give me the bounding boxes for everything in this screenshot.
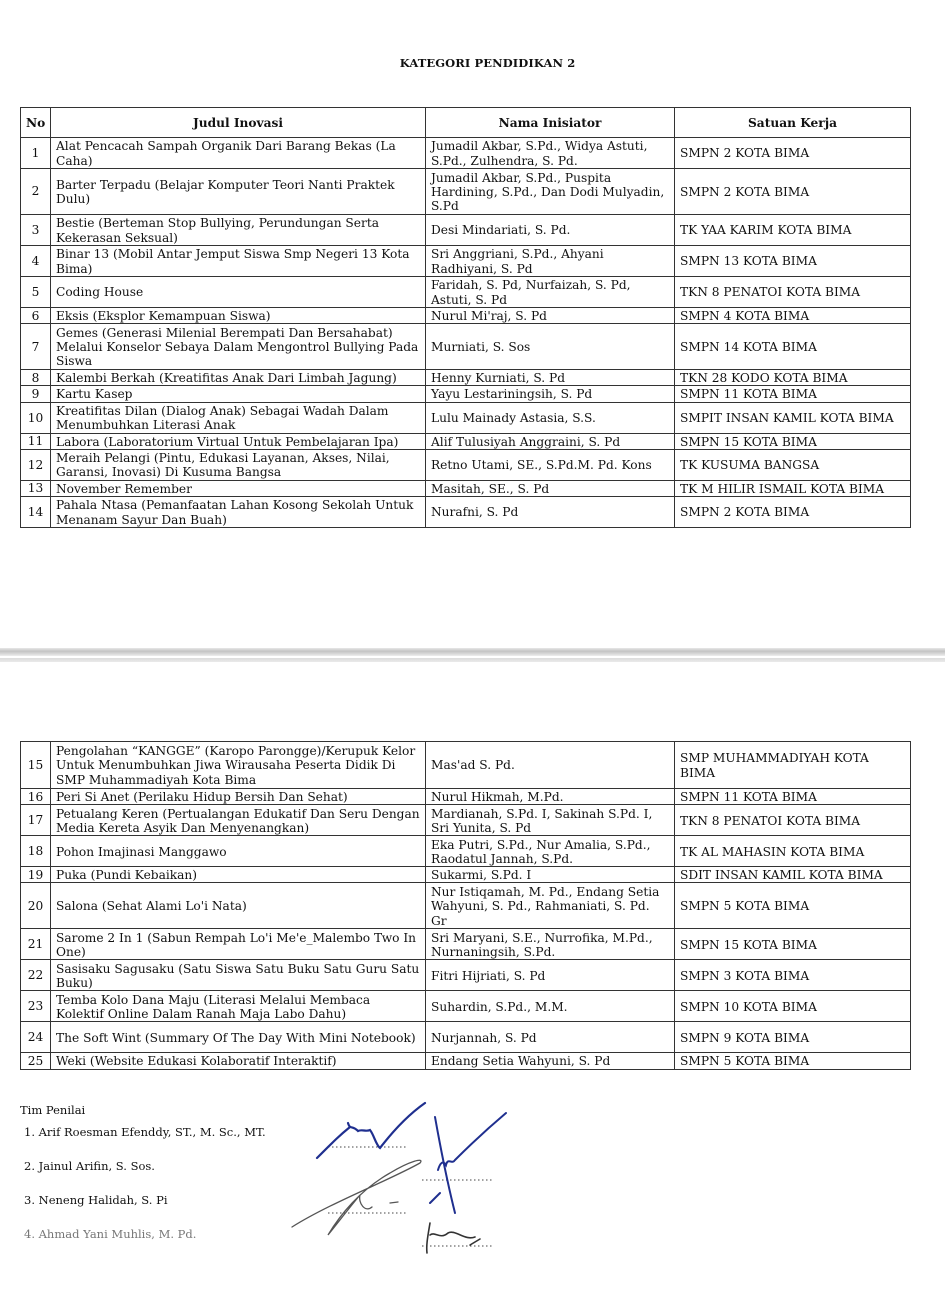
assessment-team-heading: Tim Penilai [20, 1103, 86, 1117]
initiator-name: Mardianah, S.Pd. I, Sakinah S.Pd. I, Sri Yunita, S. Pd [426, 805, 675, 836]
work-unit: SMPN 9 KOTA BIMA [675, 1022, 911, 1053]
innovation-title: Puka (Pundi Kebaikan) [51, 867, 426, 883]
innovation-title: The Soft Wint (Summary Of The Day With Mini Notebook) [51, 1022, 426, 1053]
row-number: 23 [21, 991, 51, 1022]
table-row [21, 480, 911, 496]
table-row [21, 929, 911, 960]
assessor-3: 3. Neneng Halidah, S. Pi [24, 1193, 168, 1207]
initiator-name: Suhardin, S.Pd., M.M. [426, 991, 675, 1022]
signature-3 [292, 1160, 421, 1235]
innovation-title: Petualang Keren (Pertualangan Edukatif Dan Seru Dengan Media Kereta Asyik Dan Menyenangkan) [51, 805, 426, 836]
row-number: 5 [21, 277, 51, 308]
row-number: 16 [21, 789, 51, 805]
work-unit: TK M HILIR ISMAIL KOTA BIMA [675, 480, 911, 496]
initiator-name: Jumadil Akbar, S.Pd., Puspita Hardining, S.Pd., Dan Dodi Mulyadin, S.Pd [426, 169, 675, 215]
table-row [21, 960, 911, 991]
row-number: 14 [21, 497, 51, 528]
row-number: 15 [21, 742, 51, 789]
initiator-name: Mas'ad S. Pd. [426, 742, 675, 789]
table-row [21, 246, 911, 277]
row-number: 18 [21, 836, 51, 867]
work-unit: SMPN 5 KOTA BIMA [675, 1053, 911, 1069]
table-row [21, 805, 911, 836]
initiator-name: Nurafni, S. Pd [426, 497, 675, 528]
table-row [21, 277, 911, 308]
innovation-title: Gemes (Generasi Milenial Berempati Dan Bersahabat) Melalui Konselor Sebaya Dalam Mengontrol Bullying Pada Siswa [51, 324, 426, 370]
initiator-name: Desi Mindariati, S. Pd. [426, 215, 675, 246]
work-unit: SMPN 2 KOTA BIMA [675, 497, 911, 528]
table-row [21, 867, 911, 883]
table-row [21, 169, 911, 215]
innovation-title: Pengolahan “KANGGE” (Karopo Parongge)/Kerupuk Kelor Untuk Menumbuhkan Jiwa Wirausaha Peserta Didik Di SMP Muhammadiyah Kota Bima [51, 742, 426, 789]
row-number: 13 [21, 480, 51, 496]
row-number: 25 [21, 1053, 51, 1069]
table-row [21, 991, 911, 1022]
column-header-satuan: Satuan Kerja [675, 108, 911, 138]
work-unit: SMPN 2 KOTA BIMA [675, 138, 911, 169]
table-row [21, 836, 911, 867]
row-number: 3 [21, 215, 51, 246]
innovation-title: Labora (Laboratorium Virtual Untuk Pembelajaran Ipa) [51, 433, 426, 449]
innovation-title: Kreatifitas Dilan (Dialog Anak) Sebagai Wadah Dalam Menumbuhkan Literasi Anak [51, 402, 426, 433]
row-number: 20 [21, 883, 51, 929]
initiator-name: Endang Setia Wahyuni, S. Pd [426, 1053, 675, 1069]
table-row [21, 386, 911, 402]
initiator-name: Retno Utami, SE., S.Pd.M. Pd. Kons [426, 449, 675, 480]
initiator-name: Nurjannah, S. Pd [426, 1022, 675, 1053]
work-unit: SMPN 2 KOTA BIMA [675, 169, 911, 215]
work-unit: TK KUSUMA BANGSA [675, 449, 911, 480]
initiator-name: Yayu Lestariningsih, S. Pd [426, 386, 675, 402]
row-number: 8 [21, 370, 51, 386]
row-number: 24 [21, 1022, 51, 1053]
initiator-name: Sri Anggriani, S.Pd., Ahyani Radhiyani, S. Pd [426, 246, 675, 277]
initiator-name: Sukarmi, S.Pd. I [426, 867, 675, 883]
row-number: 22 [21, 960, 51, 991]
initiator-name: Henny Kurniati, S. Pd [426, 370, 675, 386]
signature-1 [317, 1103, 425, 1158]
initiator-name: Alif Tulusiyah Anggraini, S. Pd [426, 433, 675, 449]
table-row [21, 370, 911, 386]
work-unit: SMPN 13 KOTA BIMA [675, 246, 911, 277]
row-number: 1 [21, 138, 51, 169]
column-header-judul: Judul Inovasi [51, 108, 426, 138]
initiator-name: Lulu Mainady Astasia, S.S. [426, 402, 675, 433]
innovation-title: November Remember [51, 480, 426, 496]
table-header-row [21, 108, 911, 138]
work-unit: SMPN 15 KOTA BIMA [675, 929, 911, 960]
table-row [21, 433, 911, 449]
row-number: 21 [21, 929, 51, 960]
innovation-title: Coding House [51, 277, 426, 308]
work-unit: TKN 8 PENATOI KOTA BIMA [675, 277, 911, 308]
work-unit: TK AL MAHASIN KOTA BIMA [675, 836, 911, 867]
innovation-title: Kartu Kasep [51, 386, 426, 402]
column-header-nama: Nama Inisiator [426, 108, 675, 138]
table-row [21, 449, 911, 480]
innovation-title: Eksis (Eksplor Kemampuan Siswa) [51, 308, 426, 324]
row-number: 7 [21, 324, 51, 370]
innovation-title: Weki (Website Edukasi Kolaboratif Interaktif) [51, 1053, 426, 1069]
table-row [21, 789, 911, 805]
assessment-team [20, 1103, 266, 1261]
work-unit: SMPN 11 KOTA BIMA [675, 386, 911, 402]
assessor-1: 1. Arif Roesman Efenddy, ST., M. Sc., MT. [24, 1125, 266, 1139]
row-number: 6 [21, 308, 51, 324]
signatures [280, 1095, 520, 1265]
table-row [21, 883, 911, 929]
innovation-title: Temba Kolo Dana Maju (Literasi Melalui Membaca Kolektif Online Dalam Ranah Maja Labo Dahu) [51, 991, 426, 1022]
initiator-name: Fitri Hijriati, S. Pd [426, 960, 675, 991]
page-break-divider [0, 648, 945, 656]
page-title: KATEGORI PENDIDIKAN 2 [399, 56, 576, 70]
row-number: 12 [21, 449, 51, 480]
innovation-title: Sarome 2 In 1 (Sabun Rempah Lo'i Me'e_Malembo Two In One) [51, 929, 426, 960]
row-number: 19 [21, 867, 51, 883]
row-number: 17 [21, 805, 51, 836]
work-unit: TKN 28 KODO KOTA BIMA [675, 370, 911, 386]
row-number: 2 [21, 169, 51, 215]
page-break-divider-lower [0, 658, 945, 662]
innovation-title: Pahala Ntasa (Pemanfaatan Lahan Kosong Sekolah Untuk Menanam Sayur Dan Buah) [51, 497, 426, 528]
initiator-name: Eka Putri, S.Pd., Nur Amalia, S.Pd., Raodatul Jannah, S.Pd. [426, 836, 675, 867]
signature-2 [430, 1113, 506, 1213]
work-unit: SMP MUHAMMADIYAH KOTA BIMA [675, 742, 911, 789]
innovation-table-page-1 [20, 107, 911, 528]
work-unit: TKN 8 PENATOI KOTA BIMA [675, 805, 911, 836]
work-unit: SMPN 4 KOTA BIMA [675, 308, 911, 324]
innovation-table-page-2 [20, 741, 911, 1070]
initiator-name: Nur Istiqamah, M. Pd., Endang Setia Wahyuni, S. Pd., Rahmaniati, S. Pd. Gr [426, 883, 675, 929]
row-number: 9 [21, 386, 51, 402]
work-unit: SMPIT INSAN KAMIL KOTA BIMA [675, 402, 911, 433]
work-unit: TK YAA KARIM KOTA BIMA [675, 215, 911, 246]
innovation-title: Barter Terpadu (Belajar Komputer Teori Nanti Praktek Dulu) [51, 169, 426, 215]
table-row [21, 497, 911, 528]
innovation-title: Bestie (Berteman Stop Bullying, Perundungan Serta Kekerasan Seksual) [51, 215, 426, 246]
initiator-name: Murniati, S. Sos [426, 324, 675, 370]
initiator-name: Sri Maryani, S.E., Nurrofika, M.Pd., Nurnaningsih, S.Pd. [426, 929, 675, 960]
table-row [21, 215, 911, 246]
work-unit: SMPN 14 KOTA BIMA [675, 324, 911, 370]
table-row [21, 1053, 911, 1069]
table-row [21, 742, 911, 789]
innovation-title: Sasisaku Sagusaku (Satu Siswa Satu Buku Satu Guru Satu Buku) [51, 960, 426, 991]
initiator-name: Nurul Mi'raj, S. Pd [426, 308, 675, 324]
initiator-name: Faridah, S. Pd, Nurfaizah, S. Pd, Astuti, S. Pd [426, 277, 675, 308]
innovation-title: Meraih Pelangi (Pintu, Edukasi Layanan, Akses, Nilai, Garansi, Inovasi) Di Kusuma Bangsa [51, 449, 426, 480]
row-number: 10 [21, 402, 51, 433]
innovation-title: Peri Si Anet (Perilaku Hidup Bersih Dan Sehat) [51, 789, 426, 805]
innovation-title: Pohon Imajinasi Manggawo [51, 836, 426, 867]
column-header-no: No [21, 108, 51, 138]
table-row [21, 402, 911, 433]
innovation-title: Salona (Sehat Alami Lo'i Nata) [51, 883, 426, 929]
work-unit: SMPN 15 KOTA BIMA [675, 433, 911, 449]
assessor-4: 4. Ahmad Yani Muhlis, M. Pd. [24, 1227, 197, 1241]
work-unit: SMPN 11 KOTA BIMA [675, 789, 911, 805]
table-row [21, 1022, 911, 1053]
assessor-2: 2. Jainul Arifin, S. Sos. [24, 1159, 155, 1173]
table-row [21, 324, 911, 370]
table-row [21, 308, 911, 324]
initiator-name: Jumadil Akbar, S.Pd., Widya Astuti, S.Pd., Zulhendra, S. Pd. [426, 138, 675, 169]
row-number: 4 [21, 246, 51, 277]
table-row [21, 138, 911, 169]
signature-4 [427, 1223, 480, 1253]
innovation-title: Alat Pencacah Sampah Organik Dari Barang Bekas (La Caha) [51, 138, 426, 169]
work-unit: SMPN 10 KOTA BIMA [675, 991, 911, 1022]
row-number: 11 [21, 433, 51, 449]
work-unit: SMPN 5 KOTA BIMA [675, 883, 911, 929]
initiator-name: Masitah, SE., S. Pd [426, 480, 675, 496]
work-unit: SMPN 3 KOTA BIMA [675, 960, 911, 991]
innovation-title: Kalembi Berkah (Kreatifitas Anak Dari Limbah Jagung) [51, 370, 426, 386]
work-unit: SDIT INSAN KAMIL KOTA BIMA [675, 867, 911, 883]
innovation-title: Binar 13 (Mobil Antar Jemput Siswa Smp Negeri 13 Kota Bima) [51, 246, 426, 277]
initiator-name: Nurul Hikmah, M.Pd. [426, 789, 675, 805]
